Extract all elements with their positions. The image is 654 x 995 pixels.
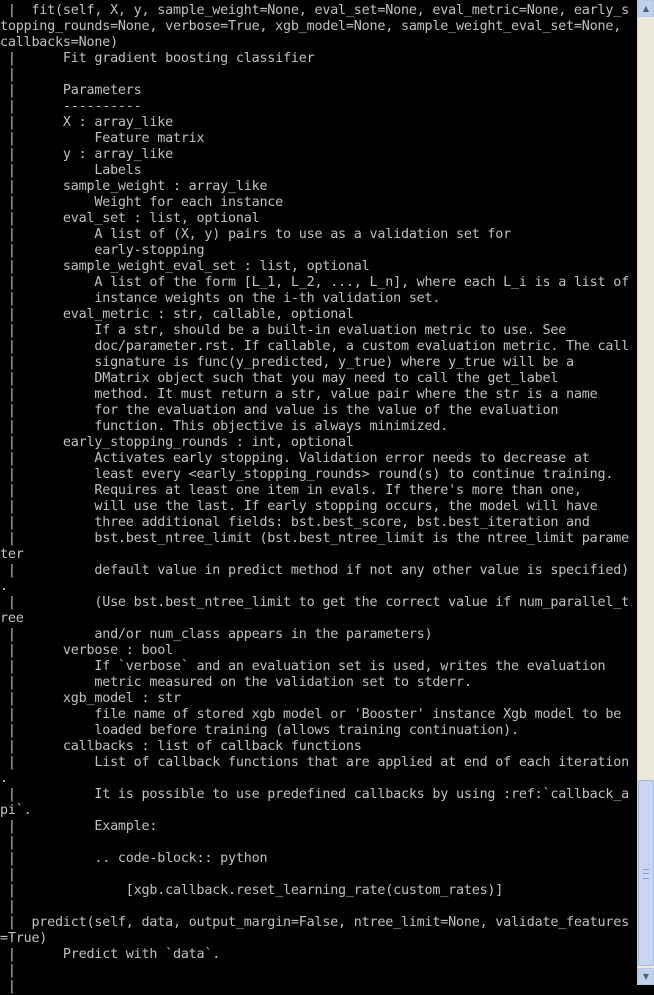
console-line: | three additional fields: bst.best_score, bst.best_iteration and [0,515,590,530]
vertical-scrollbar[interactable] [637,0,654,985]
console-line: | Feature matrix [0,131,205,146]
console-line: | sample_weight : array_like [0,179,268,194]
console-line: | Example: [0,819,158,834]
console-line: | least every <early_stopping_rounds> round(s) to continue training. [0,467,614,482]
console-line: | .. code-block:: python [0,851,268,866]
console-line: | metric measured on the validation set to stderr. [0,675,472,690]
console-line: | [0,67,16,82]
console-line: pi`. [0,803,32,818]
console-line: ree [0,611,24,626]
console-line: | will use the last. If early stopping occurs, the model will have [0,499,598,514]
console-line: | Activates early stopping. Validation error needs to decrease at [0,451,590,466]
scrollbar-thumb[interactable] [638,780,654,966]
console-line: | A list of (X, y) pairs to use as a validation set for [0,227,512,242]
console-line: | Fit gradient boosting classifier [0,51,315,66]
console-line: | [0,979,16,994]
console-line: | instance weights on the i-th validation set. [0,291,441,306]
console-line: . [0,579,8,594]
console-line: | List of callback functions that are applied at end of each iteration [0,755,629,770]
console-line: | If a str, should be a built-in evaluation metric to use. See [0,323,567,338]
console-line: | verbose : bool [0,643,173,658]
console-line: | bst.best_ntree_limit (bst.best_ntree_limit is the ntree_limit parame [0,531,629,546]
console-line: | y : array_like [0,147,173,162]
console-line: | file name of stored xgb model or 'Booster' instance Xgb model to be [0,707,622,722]
console-line: | [0,835,16,850]
console-line: | Labels [0,163,142,178]
console-line: | X : array_like [0,115,173,130]
console-line: | [0,899,16,914]
console-line: | sample_weight_eval_set : list, optional [0,259,370,274]
console-line: | Parameters [0,83,142,98]
console-line: topping_rounds=None, verbose=True, xgb_model=None, sample_weight_eval_set=None, [0,19,622,34]
console-line: | callbacks : list of callback functions [0,739,362,754]
scroll-up-arrow-icon[interactable]: ▲ [638,0,654,17]
console-line: | doc/parameter.rst. If callable, a custom evaluation metric. The call [0,339,629,354]
console-line: | eval_set : list, optional [0,211,260,226]
console-line: | default value in predict method if not any other value is specified) [0,563,629,578]
console-line: | [0,867,16,882]
console-line: | If `verbose` and an evaluation set is used, writes the evaluation [0,659,606,674]
console-line: | (Use bst.best_ntree_limit to get the correct value if num_parallel_t [0,595,629,610]
console-line: callbacks=None) [0,35,118,50]
console-line: | for the evaluation and value is the value of the evaluation [0,403,559,418]
console-line: | loaded before training (allows training continuation). [0,723,519,738]
scrollbar-grip-icon [643,869,649,879]
console-line: | function. This objective is always minimized. [0,419,449,434]
console-line: | [0,963,16,978]
help-output-text [0,3,629,995]
console-line: ter [0,547,24,562]
console-line: | A list of the form [L_1, L_2, ..., L_n], where each L_i is a list of [0,275,629,290]
console-line: | ---------- [0,99,142,114]
console-line: | early_stopping_rounds : int, optional [0,435,354,450]
console-line: | [xgb.callback.reset_learning_rate(custom_rates)] [0,883,504,898]
scroll-down-arrow-icon[interactable]: ▼ [638,968,654,985]
console-line: | xgb_model : str [0,691,181,706]
console-line: =True) [0,931,48,946]
console-line: | fit(self, X, y, sample_weight=None, eval_set=None, eval_metric=None, early_s [0,3,629,18]
console-line: | Weight for each instance [0,195,284,210]
console-line: | and/or num_class appears in the parameters) [0,627,433,642]
console-line: | Requires at least one item in evals. If there's more than one, [0,483,582,498]
console-line: | It is possible to use predefined callbacks by using :ref:`callback_a [0,787,629,802]
console-line: . [0,771,8,786]
console-line: | DMatrix object such that you may need to call the get_label [0,371,559,386]
console-line: | early-stopping [0,243,205,258]
console-line: | predict(self, data, output_margin=False, ntree_limit=None, validate_features [0,915,629,930]
console-line: | signature is func(y_predicted, y_true) where y_true will be a [0,355,574,370]
console-line: | Predict with `data`. [0,947,221,962]
console-line: | eval_metric : str, callable, optional [0,307,354,322]
console-line: | method. It must return a str, value pair where the str is a name [0,387,598,402]
